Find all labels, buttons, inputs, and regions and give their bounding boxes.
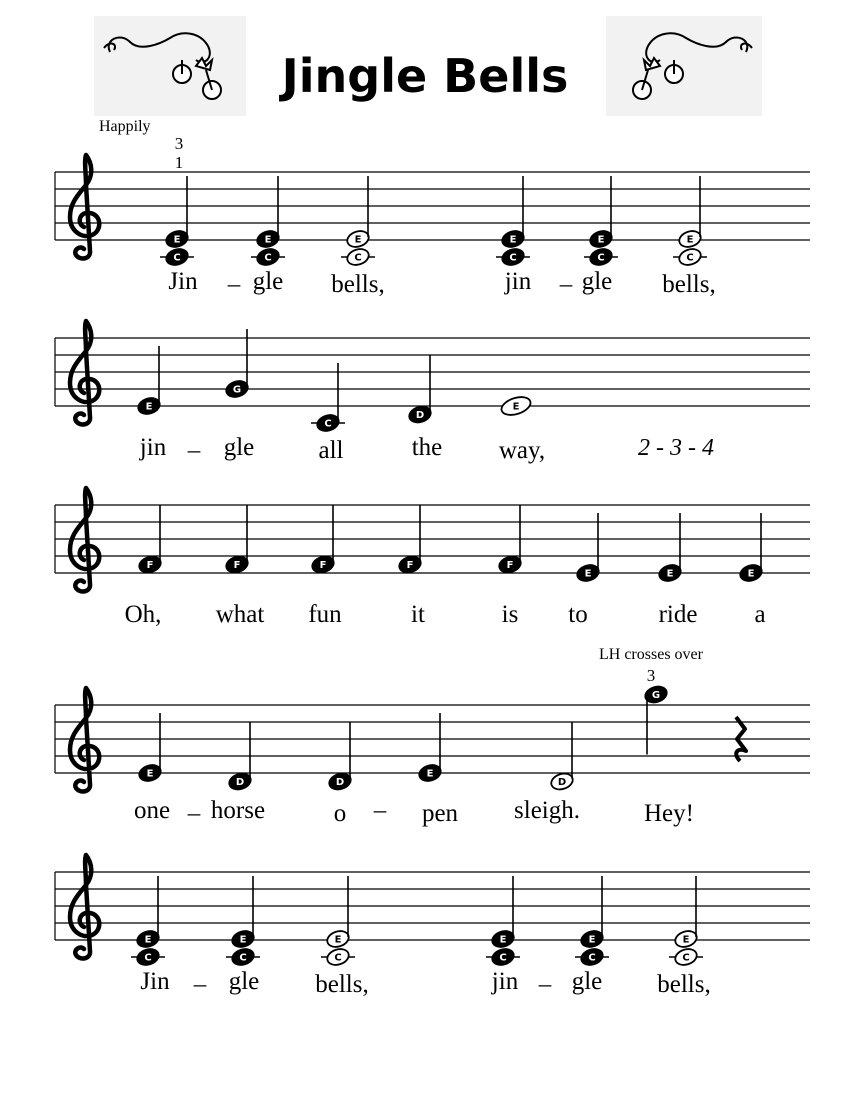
fingering-number: 3 [174,134,184,153]
note-letter: E [499,934,507,946]
lyric-syllable: Oh, [124,601,162,628]
note-letter: E [354,234,362,246]
note-letter: E [597,234,605,246]
lyric-syllable: gle [571,968,603,995]
lyric-syllable: Hey! [644,800,694,827]
lyric-syllable: it [411,601,425,628]
note-letter: E [145,401,153,413]
note-head [677,228,703,249]
note-head [255,246,281,267]
treble-clef-icon [70,488,99,591]
note-head [588,228,614,249]
lyric-syllable: jin [139,434,167,461]
note-head [588,246,614,267]
treble-clef-icon [70,688,99,791]
lyric-syllable: to [568,601,588,628]
note-head [164,228,190,249]
note-head [499,394,532,418]
note-head [137,762,163,783]
note-head [325,928,351,949]
note-letter: C [682,952,690,964]
note-letter: F [146,560,154,572]
note-letter: E [588,934,596,946]
lyric-syllable: Jin [140,968,170,995]
lyric-syllable: jin [491,968,519,995]
music-systems [55,134,810,998]
note-head [255,228,281,249]
note-letter: C [354,252,362,264]
note-letter: F [233,560,241,572]
note-letter: D [235,777,245,789]
lyric-syllable: pen [421,800,459,827]
note-letter: C [173,252,181,264]
lyric-syllable: bells, [331,271,385,298]
lyric-syllable: – [538,971,552,998]
note-letter: E [146,768,154,780]
note-letter: E [144,934,152,946]
note-letter: F [506,560,514,572]
note-head [230,946,256,967]
note-letter: E [334,934,342,946]
lyric-syllable: one [133,797,171,824]
note-head [677,246,703,267]
note-head [657,562,683,583]
note-head [490,928,516,949]
note-head [315,412,341,433]
note-head [224,378,250,399]
lyric-syllable: all [318,437,344,464]
ornament-right [606,16,762,116]
note-head [490,946,516,967]
count-text: 2 - 3 - 4 [638,435,714,461]
page-title: Jingle Bells [281,49,569,103]
lyric-syllable: gle [581,268,613,295]
note-head [345,246,371,267]
note-letter: C [239,952,247,964]
lyric-syllable: bells, [315,971,369,998]
note-head [549,771,575,792]
note-head [164,246,190,267]
note-letter: D [557,777,567,789]
lyric-syllable: is [501,601,519,628]
note-head [497,554,523,575]
lyric-syllable: gle [223,434,255,461]
annotation-lh-crosses: LH crosses over [599,646,703,663]
note-head [135,928,161,949]
lyric-syllable: – [559,271,573,298]
note-letter: C [264,252,272,264]
note-head [575,562,601,583]
note-letter: G [232,384,242,396]
note-letter: C [509,252,517,264]
lyric-syllable: – [227,271,241,298]
note-head [500,228,526,249]
note-letter: F [319,560,327,572]
lyric-syllable: – [193,971,207,998]
lyric-syllable: – [187,800,201,827]
note-letter: C [597,252,605,264]
treble-clef-icon [70,321,99,424]
note-letter: D [415,410,425,422]
lyric-syllable: gle [252,268,284,295]
lyric-syllable: gle [228,968,260,995]
note-letter: E [584,568,592,580]
note-letter: C [144,952,152,964]
staff-system [55,134,810,298]
lyric-syllable: bells, [662,271,716,298]
note-letter: G [651,690,661,702]
note-head [397,554,423,575]
note-letter: E [512,401,520,413]
note-head [345,228,371,249]
note-letter: E [173,234,181,246]
lyric-syllable: way, [498,437,546,464]
note-letter: C [588,952,596,964]
note-head [230,928,256,949]
staff-system [55,488,810,628]
treble-clef-icon [70,855,99,958]
note-head [673,928,699,949]
tempo-marking: Happily [99,118,151,135]
staff-system [55,666,810,827]
note-head [407,404,433,425]
lyric-syllable: o [333,800,347,827]
note-head [135,946,161,967]
note-head [579,946,605,967]
note-letter: E [747,568,755,580]
note-letter: E [509,234,517,246]
note-head [327,771,353,792]
ornament-left [94,16,246,116]
note-head [310,554,336,575]
note-letter: D [335,777,345,789]
note-head [500,246,526,267]
lyric-syllable: bells, [657,971,711,998]
note-head [137,554,163,575]
staff-system [55,321,810,464]
note-head [417,762,443,783]
note-head [136,395,162,416]
note-head [738,562,764,583]
lyric-syllable: Jin [168,268,198,295]
note-letter: F [406,560,414,572]
note-head [579,928,605,949]
lyric-syllable: the [411,434,443,461]
note-letter: E [239,934,247,946]
note-letter: E [686,234,694,246]
note-letter: E [682,934,690,946]
fingering-number: 1 [174,153,184,172]
note-letter: E [666,568,674,580]
note-head [227,771,253,792]
fingering-number: 3 [646,666,656,685]
note-letter: C [334,952,342,964]
lyric-syllable: a [754,601,766,628]
title-block [94,16,762,116]
lyric-syllable: fun [308,601,342,628]
lyric-syllable: horse [210,797,266,824]
lyric-syllable: jin [504,268,532,295]
note-letter: E [264,234,272,246]
note-head [325,946,351,967]
lyric-syllable: ride [658,601,698,628]
lyric-syllable: what [215,601,265,628]
note-letter: C [499,952,507,964]
lyric-syllable: – [373,797,387,824]
note-head [673,946,699,967]
treble-clef-icon [70,155,99,258]
note-letter: C [324,418,332,430]
note-letter: C [686,252,694,264]
note-letter: E [426,768,434,780]
staff-system [55,855,810,998]
note-head [224,554,250,575]
lyric-syllable: – [187,437,201,464]
lyric-syllable: sleigh. [514,797,580,824]
